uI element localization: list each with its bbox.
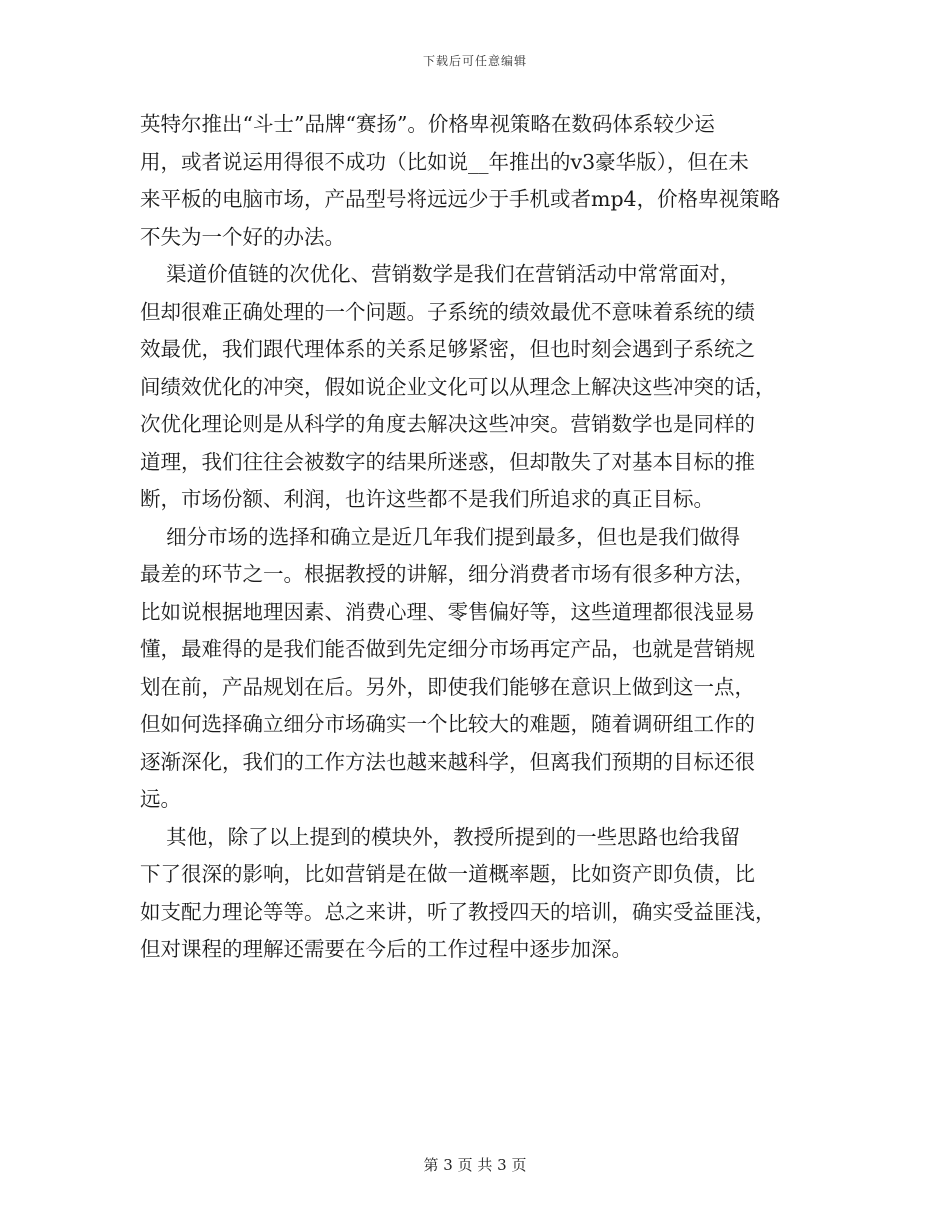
body-line: 道理，我们往往会被数字的结果所迷惑，但却散失了对基本目标的推 — [140, 449, 755, 474]
body-line: 用，或者说运用得很不成功（比如说__年推出的v3豪华版），但在未 — [140, 149, 749, 174]
body-line: 效最优，我们跟代理体系的关系足够紧密，但也时刻会遇到子系统之 — [140, 337, 755, 361]
body-line: 渠道价值链的次优化、营销数学是我们在营销活动中常常面对， — [140, 262, 741, 286]
page-footer: 第 3 页 共 3 页 — [423, 1156, 527, 1174]
body-line: 其他，除了以上提到的模块外，教授所提到的一些思路也给我留 — [140, 824, 741, 849]
body-line: 比如说根据地理因素、消费心理、零售偏好等，这些道理都很浅显易 — [140, 599, 755, 624]
body-line: 最差的环节之一。根据教授的讲解，细分消费者市场有很多种方法， — [140, 562, 755, 586]
body-line: 下了很深的影响，比如营销是在做一道概率题，比如资产即负债，比 — [140, 862, 755, 886]
body-line: 次优化理论则是从科学的角度去解决这些冲突。营销数学也是同样的 — [140, 412, 755, 436]
body-line: 但对课程的理解还需要在今后的工作过程中逐步加深。 — [140, 937, 632, 961]
body-line: 不失为一个好的办法。 — [140, 224, 345, 249]
body-line: 来平板的电脑市场，产品型号将远远少于手机或者mp4，价格卑视策略 — [140, 187, 781, 211]
document-body — [140, 106, 812, 969]
body-line: 远。 — [140, 787, 181, 811]
body-line: 英特尔推出“斗士”品牌“赛扬”。价格卑视策略在数码体系较少运 — [140, 112, 715, 136]
body-line: 划在前，产品规划在后。另外，即使我们能够在意识上做到这一点， — [140, 674, 755, 699]
body-line: 但如何选择确立细分市场确实一个比较大的难题，随着调研组工作的 — [140, 712, 755, 736]
body-line: 懂，最难得的是我们能否做到先定细分市场再定产品，也就是营销规 — [140, 637, 755, 661]
body-line: 如支配力理论等等。总之来讲，听了教授四天的培训，确实受益匪浅， — [140, 899, 776, 924]
body-line: 断，市场份额、利润，也许这些都不是我们所追求的真正目标。 — [140, 487, 714, 511]
page-header: 下载后可任意编辑 — [422, 54, 527, 68]
body-line: 间绩效优化的冲突，假如说企业文化可以从理念上解决这些冲突的话， — [140, 374, 776, 399]
body-line: 逐渐深化，我们的工作方法也越来越科学，但离我们预期的目标还很 — [140, 749, 755, 774]
body-line: 细分市场的选择和确立是近几年我们提到最多，但也是我们做得 — [140, 524, 741, 549]
body-line: 但却很难正确处理的一个问题。子系统的绩效最优不意味着系统的绩 — [140, 299, 755, 324]
